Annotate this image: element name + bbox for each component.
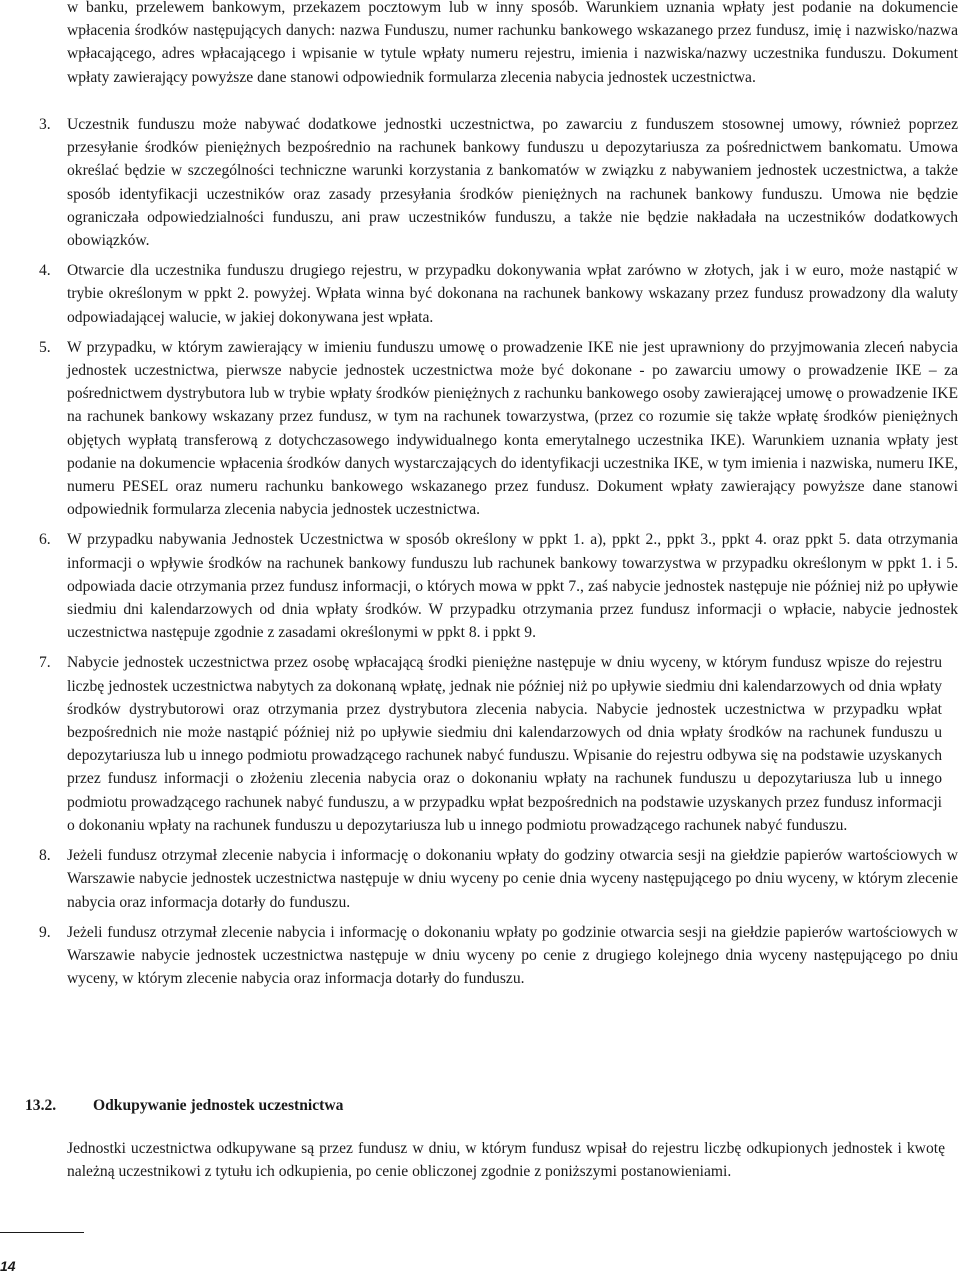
list-item-text: Nabycie jednostek uczestnictwa przez osobę wpłacającą środki pieniężne następuje w dniu wyceny, w którym fundusz wpisze do rejestru liczbę jednostek uczestnictwa nabytych za dokonaną wpłatę, jednak nie później niż po upływie siedmiu dni kalendarzowych od dnia wpłaty środków dystrybutorowi oraz otrzymania przez dystrybutora zlecenia nabycia. Nabycie jednostek uczestnictwa w przypadku wpłat bezpośrednich nie może nastąpić później niż po upływie siedmiu dni kalendarzowych od dnia wpłaty środków na rachunek funduszu u depozytariusza lub u innego podmiotu prowadzącego rachunek nabyć funduszu. Wpisanie do rejestru odbywa się na podstawie uzyskanych przez fundusz informacji o złożeniu zlecenia nabycia oraz o dokonaniu wpłaty na rachunek funduszu u depozytariusza lub u innego podmiotu prowadzącego rachunek nabyć funduszu, a w przypadku wpłat bezpośrednich na podstawie uzyskanych przez fundusz informacji o dokonaniu wpłaty na rachunek funduszu u depozytariusza lub u innego podmiotu prowadzącego rachunek nabyć funduszu. — [67, 654, 942, 834]
list-item-number: 4. — [39, 262, 51, 280]
list-item-text: W przypadku nabywania Jednostek Uczestnictwa w sposób określony w ppkt 1. a), ppkt 2., ppkt 3., ppkt 4. oraz ppkt 5. data otrzymania informacji o wpływie środków na rachunek bankowy funduszu lub rachunek bankowy towarzystwa w przypadku określonym w ppkt 1. i 5. odpowiada dacie otrzymania przez fundusz informacji, o których mowa w ppkt 7., zaś nabycie jednostek następuje nie później niż po upływie siedmiu dni kalendarzowych od dnia wpłaty środków. W przypadku otrzymania przez fundusz informacji o wpłacie, nabycie jednostek uczestnictwa następuje zgodnie z zasadami określonymi w ppkt 8. i ppkt 9. — [67, 531, 958, 642]
numbered-list — [0, 113, 960, 997]
list-item — [0, 528, 960, 644]
list-item-number: 9. — [39, 923, 51, 941]
section-number: 13.2. — [25, 1097, 57, 1114]
list-item — [0, 921, 960, 991]
list-item — [0, 113, 960, 252]
list-item-number: 7. — [39, 654, 51, 672]
list-item — [0, 336, 960, 522]
intro-paragraph: w banku, przelewem bankowym, przekazem pocztowym lub w inny sposób. Warunkiem uznania wpłaty jest podanie na dokumencie wpłacenia środków następujących danych: nazwa Funduszu, numer rachunku bankowego wskazanego przez fundusz, imię i nazwisko/nazwa wpłacającego, adres wpłacającego i wpisanie w tytule wpłaty numeru rejestru, imienia i nazwiska/nazwy uczestnika funduszu. Dokument wpłaty zawierający powyższe dane stanowi odpowiednik formularza zlecenia nabycia jednostek uczestnictwa. — [67, 0, 958, 86]
list-item-text: Jeżeli fundusz otrzymał zlecenie nabycia i informację o dokonaniu wpłaty po godzinie otwarcia sesji na giełdzie papierów wartościowych w Warszawie nabycie jednostek uczestnictwa następuje w dniu wyceny po cenie z drugiego kolejnego dnia wyceny następującego po dniu wyceny, w którym zlecenie nabycia oraz informacja dotarły do funduszu. — [67, 923, 958, 988]
footnote-separator — [0, 1232, 84, 1233]
list-item-number: 3. — [39, 116, 51, 133]
section-title: Odkupywanie jednostek uczestnictwa — [93, 1097, 344, 1114]
page-number: 14 — [0, 1258, 16, 1274]
list-item — [0, 259, 960, 329]
section-heading — [25, 1094, 343, 1117]
list-item-text: Uczestnik funduszu może nabywać dodatkowe jednostki uczestnictwa, po zawarciu z funduszem stosownej umowy, również poprzez przesyłanie środków pieniężnych bezpośrednio na rachunek bankowy funduszu u depozytariusza za pośrednictwem bankomatu. Umowa określać będzie w szczególności techniczne warunki korzystania z bankomatów w związku z nabywaniem jednostek uczestnictwa, a także sposób identyfikacji uczestników oraz zasady przesyłania środków pieniężnych na rachunek bankowy funduszu. Umowa nie będzie ograniczała odpowiedzialności funduszu, ani praw uczestników funduszu, a także nie będzie nakładała na uczestników dodatkowych obowiązków. — [67, 116, 958, 250]
list-item-text: W przypadku, w którym zawierający w imieniu funduszu umowę o prowadzenie IKE nie jest uprawniony do przyjmowania zleceń nabycia jednostek uczestnictwa, pierwsze nabycie jednostek uczestnictwa może być dokonane - po zawarciu umowy o prowadzenie IKE – za pośrednictwem dystrybutora lub w trybie wpłaty środków pieniężnych z rachunku bankowego osoby zawierającej umowę o prowadzenie IKE na rachunek bankowy wskazany przez fundusz, w tym na rachunek towarzystwa, (przez co rozumie się także wpłatę środków pieniężnych objętych wypłatą transferową z dotychczasowego indywidualnego konta emerytalnego uczestnika IKE). Warunkiem uznania wpłaty jest podanie na dokumencie wpłacenia środków danych wystarczających do identyfikacji uczestnika IKE, w tym imienia i nazwiska, numeru IKE, numeru PESEL oraz numeru rachunku bankowego wskazanego przez fundusz. Dokument wpłaty zawierający powyższe dane stanowi odpowiednik formularza zlecenia nabycia jednostek uczestnictwa. — [67, 338, 958, 519]
list-item — [0, 844, 960, 914]
section-paragraph: Jednostki uczestnictwa odkupywane są przez fundusz w dniu, w którym fundusz wpisał do rejestru liczbę odkupionych jednostek i kwotę należną uczestnikowi z tytułu ich odkupienia, po cenie obliczonej zgodnie z poniższymi postanowieniami. — [67, 1140, 945, 1181]
list-item-number: 5. — [39, 338, 51, 356]
list-item-number: 6. — [39, 531, 51, 549]
list-item-number: 8. — [39, 847, 51, 865]
list-item-text: Otwarcie dla uczestnika funduszu drugiego rejestru, w przypadku dokonywania wpłat zarówno w złotych, jak i w euro, może nastąpić w trybie określonym w ppkt 2. powyżej. Wpłata winna być dokonana na rachunek bankowy wskazany przez fundusz prowadzony dla waluty odpowiadającej walucie, w jakiej dokonywana jest wpłata. — [67, 262, 958, 326]
list-item — [0, 651, 960, 837]
list-item-text: Jeżeli fundusz otrzymał zlecenie nabycia i informację o dokonaniu wpłaty do godziny otwarcia sesji na giełdzie papierów wartościowych w Warszawie nabycie jednostek uczestnictwa następuje w dniu wyceny po cenie dnia wyceny następującego po dniu wyceny, w którym zlecenie nabycia oraz informacja dotarły do funduszu. — [67, 847, 958, 911]
